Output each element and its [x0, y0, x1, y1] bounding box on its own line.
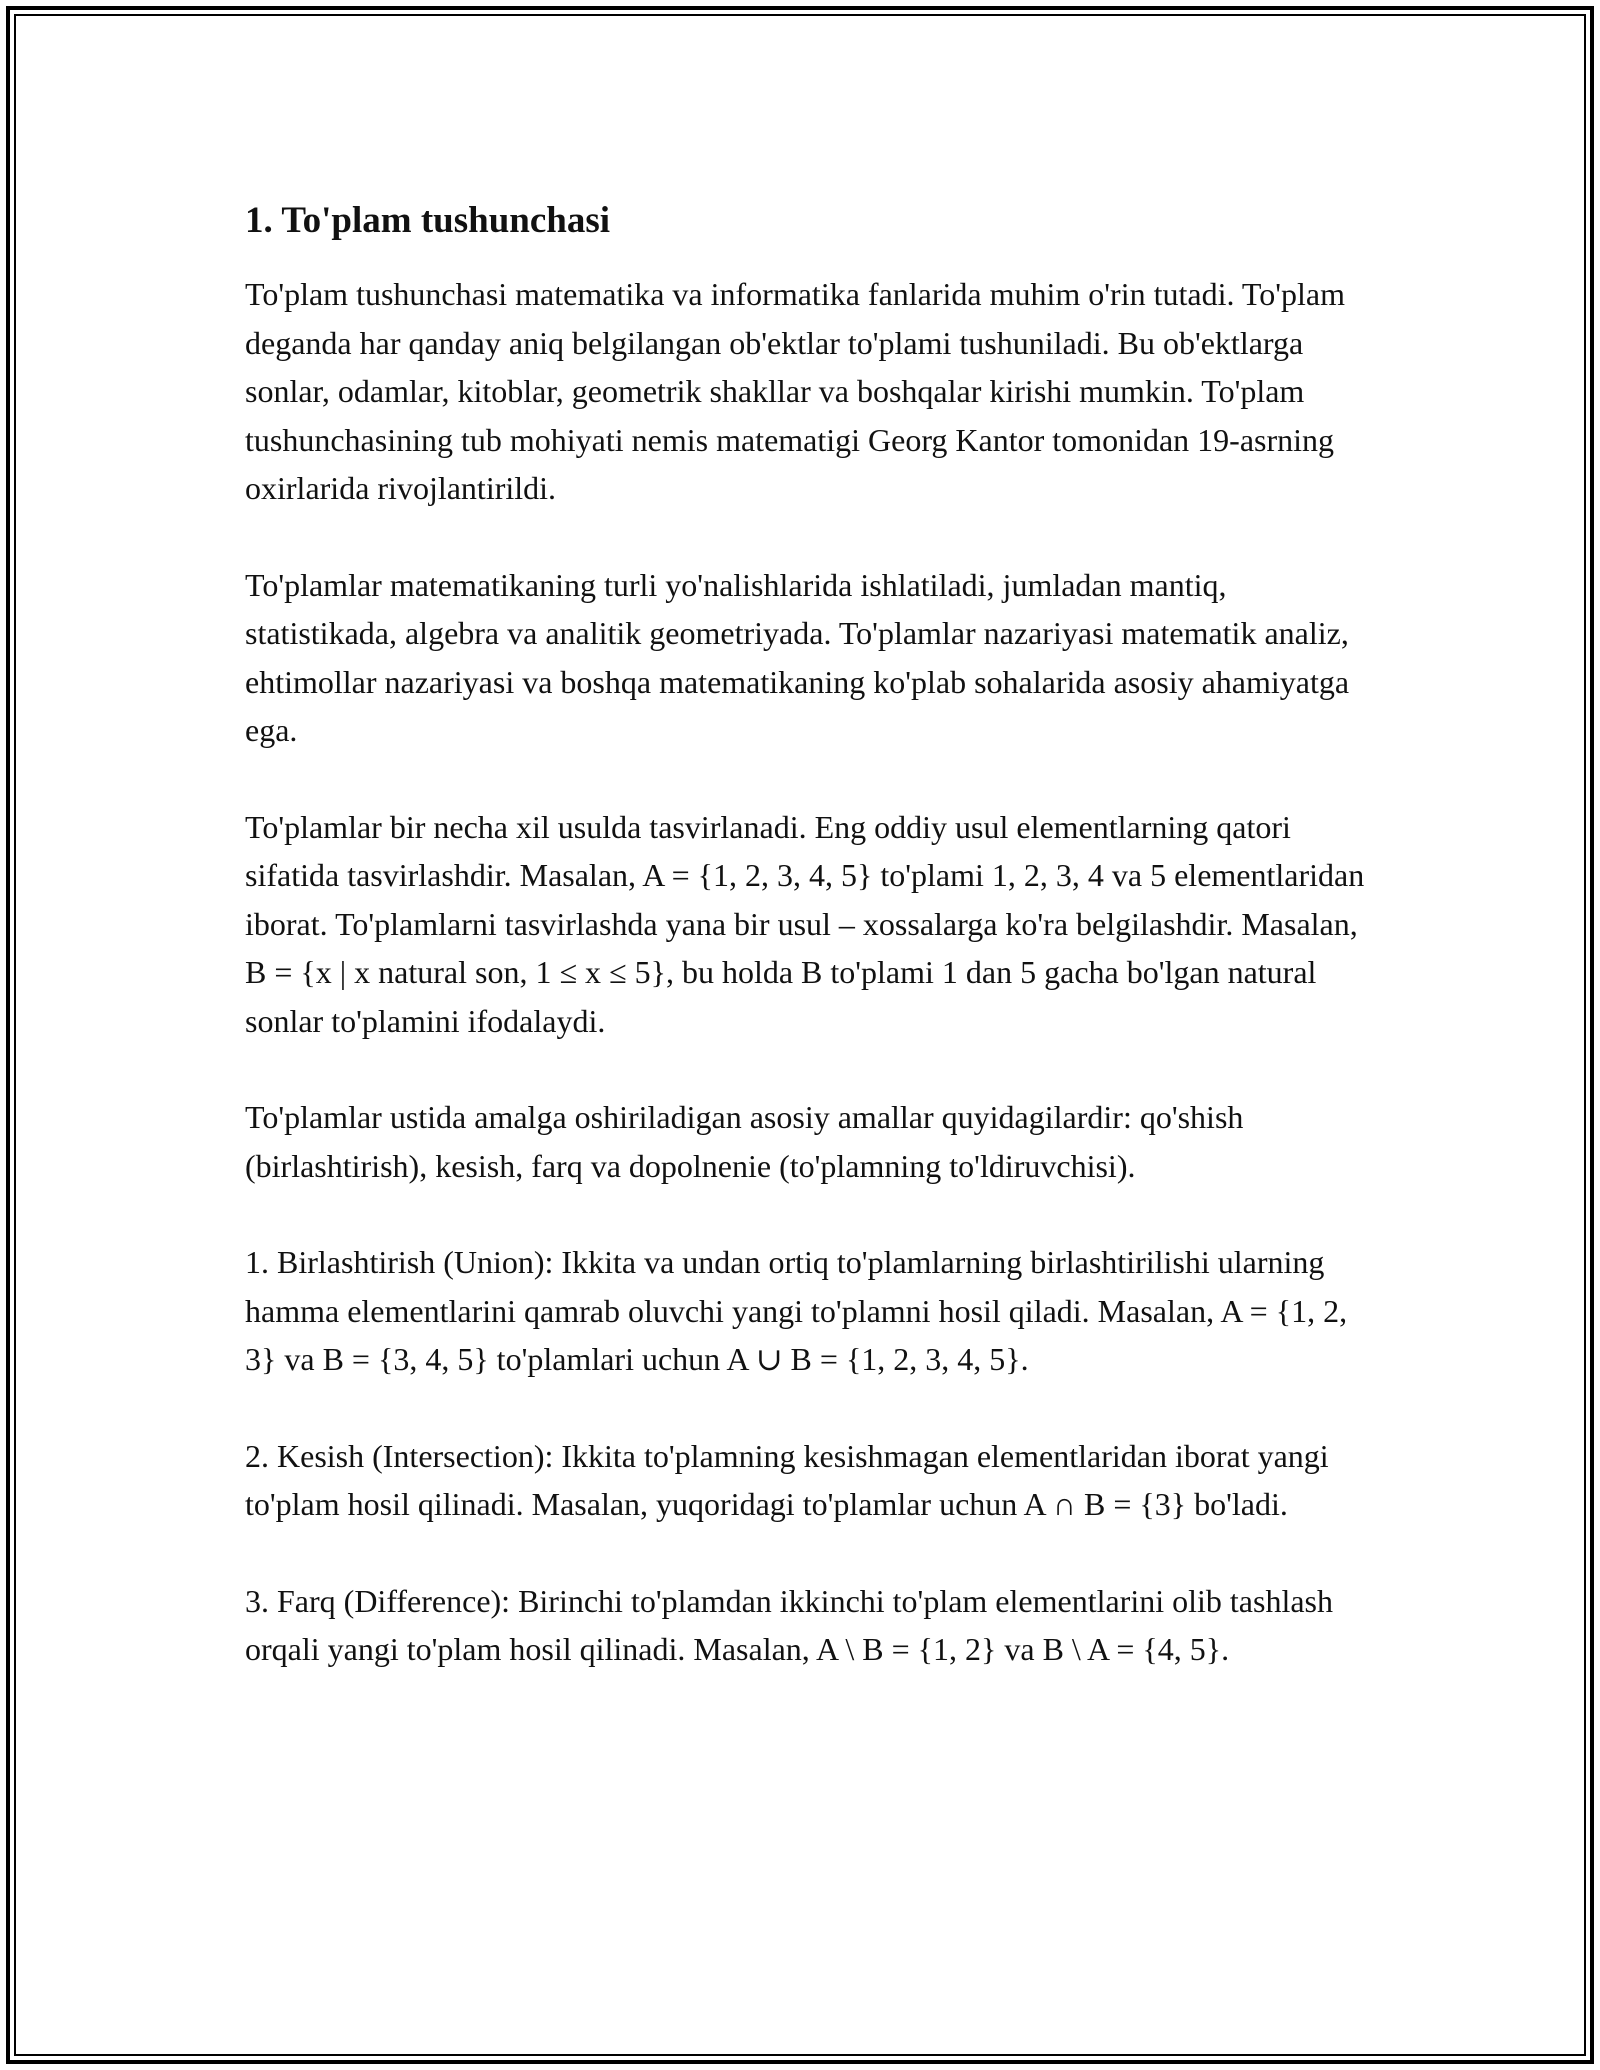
- document-content: [245, 196, 1385, 1674]
- paragraph-difference: 3. Farq (Difference): Birinchi to'plamdan ikkinchi to'plam elementlarini olib tashlash orqali yangi to'plam hosil qilinadi. Masalan, A \ B = {1, 2} va B \ A = {4, 5}.: [245, 1582, 1333, 1667]
- paragraph-set-operations: To'plamlar ustida amalga oshiriladigan asosiy amallar quyidagilardir: qo'shish (birlashtirish), kesish, farq va dopolnenie (to'plamning to'ldiruvchisi).: [245, 1099, 1244, 1184]
- paragraph-union: 1. Birlashtirish (Union): Ikkita va undan ortiq to'plamlarning birlashtirilishi ularning hamma elementlarini qamrab oluvchi yangi to'plamni hosil qiladi. Masalan, A = {1, 2, 3} va B = {3, 4, 5} to'plamlari uchun A ∪ B = {1, 2, 3, 4, 5}.: [245, 1244, 1348, 1377]
- paragraph-set-usage: To'plamlar matematikaning turli yo'nalishlarida ishlatiladi, jumladan mantiq, statistikada, algebra va analitik geometriyada. To'plamlar nazariyasi matematik analiz, ehtimollar nazariyasi va boshqa matematikaning ko'plab sohalarida asosiy ahamiyatga ega.: [245, 566, 1350, 748]
- paragraph-intersection: 2. Kesish (Intersection): Ikkita to'plamning kesishmagan elementlaridan iborat yangi to'plam hosil qilinadi. Masalan, yuqoridagi to'plamlar uchun A ∩ B = {3} bo'ladi.: [245, 1437, 1329, 1522]
- paragraph-set-concept: To'plam tushunchasi matematika va informatika fanlarida muhim o'rin tutadi. To'plam deganda har qanday aniq belgilangan ob'ektlar to'plami tushuniladi. Bu ob'ektlarga sonlar, odamlar, kitoblar, geometrik shakllar va boshqalar kirishi mumkin. To'plam tushunchasining tub mohiyati nemis matematigi Georg Kantor tomonidan 19-asrning oxirlarida rivojlantirildi.: [245, 276, 1345, 506]
- page-title: 1. To'plam tushunchasi: [245, 200, 611, 241]
- paragraph-set-notation: To'plamlar bir necha xil usulda tasvirlanadi. Eng oddiy usul elementlarning qatori sifatida tasvirlashdir. Masalan, A = {1, 2, 3, 4, 5} to'plami 1, 2, 3, 4 va 5 elementlaridan iborat. To'plamlarni tasvirlashda yana bir usul – xossalarga ko'ra belgilashdir. Masalan, B = {x | x natural son, 1 ≤ x ≤ 5}, bu holda B to'plami 1 dan 5 gacha bo'lgan natural sonlar to'plamini ifodalaydi.: [245, 808, 1365, 1039]
- page-frame: [6, 6, 1594, 2064]
